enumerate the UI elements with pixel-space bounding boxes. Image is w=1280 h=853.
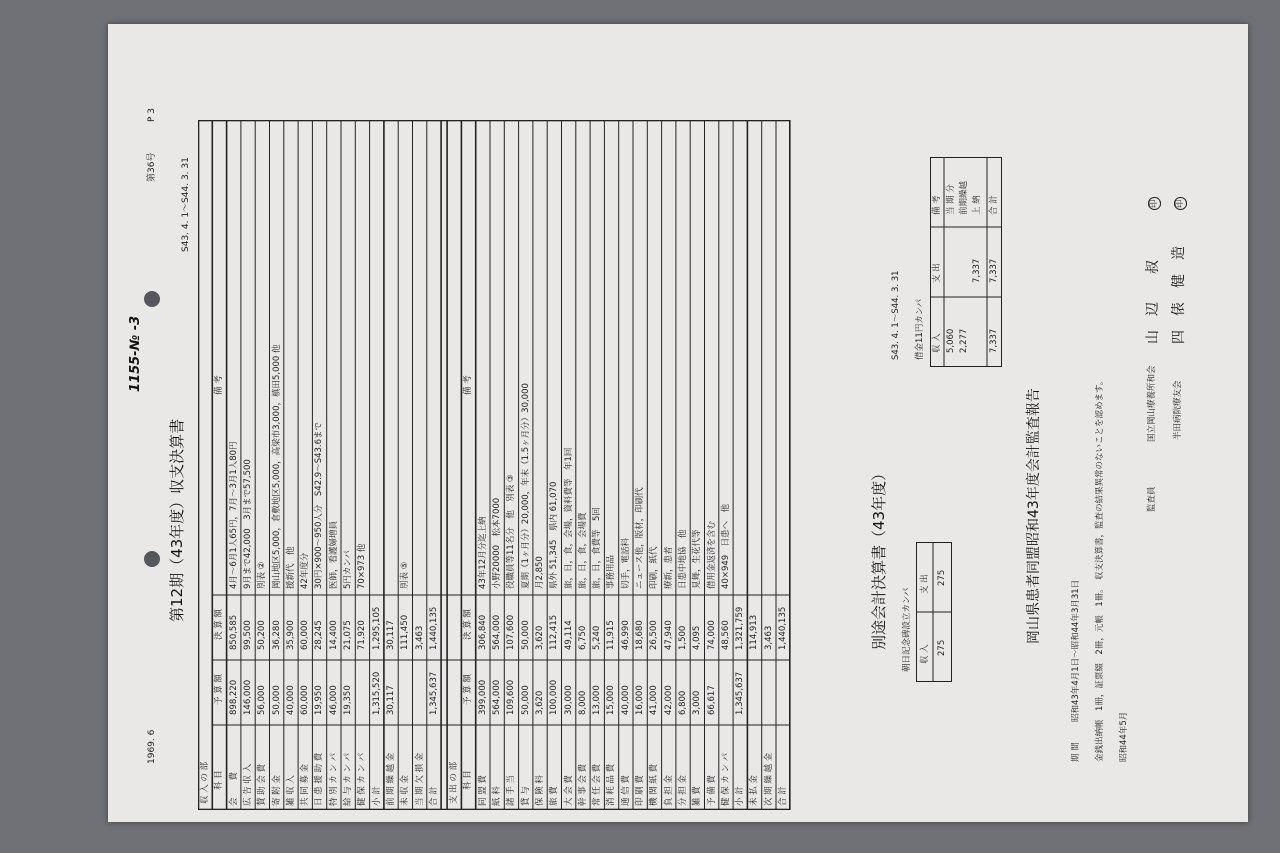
expense-row-cell: 諸 手 当 (506, 775, 517, 806)
income-row-cell: 給 与 カ ン パ (343, 752, 353, 806)
expense-row-cell: 30,000 (563, 685, 574, 715)
income-row-cell: 共 同 募 金 (300, 763, 311, 806)
expense-row-cell: 印刷，紙代 (649, 546, 660, 589)
expense-row-cell: 6,750 (577, 625, 588, 650)
income-row-cell: 28,245 (314, 620, 325, 650)
expense-row-cell: 日患中地協 他 (677, 529, 688, 589)
expense-row-cell: 療新，患者 (663, 546, 674, 589)
expense-row-cell: 564,000 (492, 614, 502, 650)
main-period: S43. 4. 1〜S44. 3. 31 (181, 157, 191, 252)
expense-row-cell: 107,600 (506, 614, 517, 650)
expense-row-cell: 3,620 (534, 625, 545, 650)
income-row-cell: 850,585 (228, 614, 239, 650)
expense-row-cell: 18,680 (635, 620, 645, 650)
income-row-cell: 21,075 (343, 620, 353, 650)
income-col-header: 備 考 (214, 375, 225, 395)
expense-row-cell: 50,000 (520, 685, 531, 715)
expense-row-cell: 11,915 (606, 620, 617, 650)
sub-b-header: 備 考 (932, 195, 942, 215)
seal-2: 印 (1175, 199, 1185, 208)
expense-row-cell: 41,000 (649, 685, 660, 715)
income-col-header: 予 算 額 (214, 674, 225, 705)
expense-row-cell: 112,415 (549, 614, 560, 650)
income-extra-cell: 3,463 (414, 625, 425, 650)
expense-row-cell: 小野20000 松本7000 (492, 497, 502, 589)
auditor-name-1: 山 辺 叔 (1145, 260, 1161, 344)
income-row-cell: 30円×900〜950人分 S42.9〜S43.6まで (314, 421, 325, 589)
expense-row-cell: 役職員等11名分 他 別表 ③ (506, 474, 517, 589)
expense-extra-cell: 未 払 金 (749, 775, 760, 806)
expense-row-cell: 8,000 (577, 690, 588, 715)
income-total-cell: 1,345,637 (428, 671, 439, 715)
income-row-cell: 40,000 (285, 685, 296, 715)
main-title: 第12期（43年度）収支決算書 (168, 418, 186, 622)
auditor-org-2: 半田病院療友会 (1173, 380, 1183, 440)
income-row-cell: 別表 ② (257, 561, 268, 589)
income-row-cell: 会 費 (228, 771, 239, 806)
income-row-cell: 19,950 (314, 685, 325, 715)
expense-row-cell: 旅，日，食，会場費 (577, 512, 588, 589)
income-extra-cell: 未 収 金 (400, 775, 411, 806)
audit-role: 監査員 (1147, 486, 1157, 512)
expense-row-cell: 5,240 (592, 625, 603, 650)
expense-row-cell: 旅 費 (549, 786, 560, 806)
income-row-cell: 60,000 (300, 685, 311, 715)
expense-row-cell: 見舞，生花代等 (692, 529, 703, 589)
expense-row-cell: 通 信 費 (620, 775, 631, 806)
sub-b-cell: 上 納 (972, 195, 982, 215)
expense-col-header: 予 算 額 (463, 674, 474, 705)
income-row-cell: 14,400 (328, 620, 339, 650)
sub-b-cell: 7,337 (972, 258, 982, 283)
income-row-cell: 56,000 (257, 685, 268, 715)
expense-row-cell: 42,000 (663, 685, 674, 715)
income-row-cell: 岡山地区5,000，倉敷地区5,000，高梁市3,000，槙田5,000 他 (271, 344, 282, 589)
sub-b-cell: 前期繰越 (959, 180, 969, 215)
expense-extra-cell: 114,913 (749, 614, 760, 650)
handwritten-id: 1155-№ -3 (128, 315, 143, 392)
expense-row-cell: 3,620 (534, 690, 545, 715)
sub-period: S43. 4. 1〜S44. 3. 31 (891, 270, 901, 360)
page-number: P 3 (147, 107, 157, 122)
expense-row-cell: 43年12月分迄上納 (477, 516, 488, 589)
expense-row-cell: 幹 事 会 費 (577, 763, 588, 806)
sub-b-cell: 当 期 分 (946, 184, 956, 215)
expense-row-cell: 予 備 費 (706, 775, 717, 806)
issue-number: 第36号 (147, 152, 157, 182)
audit-statement: 金銭出納帳 1冊，証票綴 2冊，元帳 1冊。 収支決算書，監査の結果異常のないことを認めます。 (1095, 376, 1105, 762)
income-row-cell: 健 保 カ ン パ (357, 752, 368, 806)
expense-row-cell: 県外 51,345 県内 61,070 (549, 481, 560, 589)
expense-row-cell: 4,095 (692, 625, 703, 650)
sub-b-total: 7,337 (989, 258, 999, 283)
sub-b-total: 7,337 (989, 328, 999, 353)
expense-col-header: 科 目 (463, 770, 474, 790)
income-total-cell: 1,440,135 (428, 606, 439, 650)
income-row-cell: 71,920 (357, 620, 368, 650)
expense-row-cell: 40,000 (620, 685, 631, 715)
expense-row-cell: 機 関 紙 費 (649, 763, 660, 806)
expense-row-cell: 109,600 (506, 679, 517, 715)
expense-extra-cell: 3,463 (763, 625, 774, 650)
expense-col-header: 備 考 (463, 375, 474, 395)
income-row-cell: 19,350 (343, 685, 353, 715)
income-row-cell: 広 告 収 入 (242, 763, 253, 806)
expense-row-cell: 50,000 (520, 620, 531, 650)
expense-row-cell: 26,500 (649, 620, 660, 650)
sub-b-header: 支 出 (932, 263, 942, 283)
expense-subtotal-cell: 小 計 (735, 786, 746, 806)
document-page (108, 24, 1248, 822)
income-row-cell: 日 患 援 助 費 (314, 752, 325, 806)
expense-row-cell: 雑 費 (692, 786, 703, 806)
expense-row-cell: 負 担 金 (663, 775, 674, 806)
income-extra-cell: 前 期 繰 越 金 (385, 752, 396, 806)
expense-subtotal-cell: 1,345,637 (735, 671, 746, 715)
expense-row-cell: 健 保 カ ン パ (720, 752, 731, 806)
expense-row-cell: 常 任 会 費 (592, 763, 603, 806)
expense-row-cell: 100,000 (549, 679, 560, 715)
income-row-cell: 寄 附 金 (271, 775, 282, 806)
income-row-cell: 35,900 (285, 620, 296, 650)
doc-date: 1969. 6 (147, 729, 157, 764)
expense-row-cell: 事務用品 (606, 554, 617, 589)
expense-row-cell: 保 険 料 (534, 775, 545, 806)
expense-row-cell: 大 会 費 (563, 775, 574, 806)
sub-b-header: 収 入 (932, 333, 942, 353)
expense-row-cell: 46,990 (620, 620, 631, 650)
income-subtotal-cell: 1,315,520 (371, 671, 382, 715)
income-row-cell: 146,000 (242, 679, 253, 715)
expense-col-header: 決 算 額 (463, 609, 474, 640)
sub-a-head-in: 収 入 (920, 644, 930, 664)
audit-period-label: 期 間 (1071, 742, 1081, 762)
income-row-cell: 50,200 (257, 620, 268, 650)
sub-title: 別途会計決算書（43年度） (870, 465, 888, 650)
income-row-cell: 5円カンパ (343, 550, 353, 589)
income-subtotal-cell: 1,295,105 (371, 606, 382, 650)
income-row-cell: 9月まで42,000 3月まで57,500 (242, 459, 253, 589)
expense-row-cell: 消 耗 品 費 (606, 763, 617, 806)
expense-row-cell: 月2,850 (534, 556, 545, 589)
expense-row-cell: 夏期（1ヶ月分）20,000，年末（1.5ヶ月分）30,000 (520, 383, 531, 589)
income-row-cell: 医師，看護婦増員 (328, 520, 339, 589)
sub-b-caption: 借金11円カンパ (915, 298, 925, 360)
sub-b-total: 合 計 (989, 195, 999, 215)
income-extra-cell: 111,450 (400, 614, 411, 650)
expense-row-cell: 6,800 (677, 690, 688, 715)
auditor-name-2: 四 俵 健 造 (1171, 246, 1187, 344)
expense-row-cell: 1,500 (677, 625, 688, 650)
expense-row-cell: 74,000 (706, 620, 717, 650)
expense-row-cell: 306,840 (477, 614, 488, 650)
expense-row-cell: 16,000 (635, 685, 645, 715)
income-row-cell: 雑 収 入 (285, 775, 296, 806)
income-col-header: 決 算 額 (214, 609, 225, 640)
expense-row-cell: 借用金返済を含む (706, 520, 717, 589)
income-row-cell: 99,500 (242, 620, 253, 650)
expense-subtotal-cell: 1,321,759 (735, 606, 746, 650)
expense-row-cell: 印 刷 費 (635, 775, 645, 806)
expense-row-cell: 切手，電話料 (620, 537, 631, 589)
expense-row-cell: 47,940 (663, 620, 674, 650)
income-row-cell: 賛 助 会 費 (257, 763, 268, 806)
sub-a-caption: 朝日記念碑設立カンパ (902, 587, 912, 672)
audit-period: 昭和43年4月1日〜昭和44年3月31日 (1071, 579, 1081, 722)
sub-a-head-out: 支 出 (920, 574, 930, 594)
income-extra-cell: 別表 ⑤ (400, 561, 411, 589)
expense-row-cell: 399,000 (477, 679, 488, 715)
income-row-cell: 36,280 (271, 620, 282, 650)
income-row-cell: 50,000 (271, 685, 282, 715)
expense-row-cell: ニュース他，版材，印刷代 (635, 487, 645, 589)
sub-a-in: 275 (937, 639, 947, 656)
audit-date: 昭和44年5月 (1119, 711, 1129, 762)
expense-row-cell: 旅，日，食費等 5回 (592, 507, 603, 589)
expense-row-cell: 66,617 (706, 685, 717, 715)
expense-row-cell: 分 担 金 (677, 775, 688, 806)
expense-row-cell: 紙 料 (492, 786, 502, 806)
income-total-cell: 合 計 (428, 786, 439, 806)
expense-total-cell: 合 計 (778, 786, 788, 806)
expense-row-cell: 旅，日，食，会場，資料費等 年1回 (563, 447, 574, 589)
expense-total-cell: 1,440,135 (778, 606, 788, 650)
expense-row-cell: 48,560 (720, 620, 731, 650)
income-row-cell: 42年度分 (300, 552, 311, 589)
income-extra-cell: 当 期 欠 損 金 (414, 752, 425, 806)
expense-row-cell: 49,114 (563, 620, 574, 650)
sub-b-cell: 5,060 (946, 328, 956, 353)
seal-1: 印 (1149, 199, 1159, 208)
income-header: 収 入 の 部 (200, 761, 210, 804)
audit-title: 岡山県患者同盟昭和43年度会計監査報告 (1026, 388, 1042, 644)
income-extra-cell: 30,117 (385, 685, 396, 715)
expense-row-cell: 564,000 (492, 679, 502, 715)
expense-row-cell: 同 盟 費 (477, 775, 488, 806)
expense-header: 支 出 の 部 (449, 761, 460, 804)
expense-row-cell: 15,000 (606, 685, 617, 715)
rotated-content (108, 24, 1248, 822)
expense-row-cell: 13,000 (592, 685, 603, 715)
expense-row-cell: 3,000 (692, 690, 703, 715)
income-row-cell: 4月〜6月1人65円，7月〜3月1人80円 (228, 441, 239, 589)
sub-a-out: 275 (937, 569, 947, 586)
expense-row-cell: 貸 与 (520, 786, 531, 806)
expense-extra-cell: 次 期 繰 越 金 (763, 752, 774, 806)
income-row-cell: 898,220 (228, 679, 239, 715)
income-col-header: 科 目 (214, 770, 225, 790)
income-row-cell: 特 別 カ ン パ (328, 752, 339, 806)
income-row-cell: 援新代 他 (285, 546, 296, 589)
expense-row-cell: 40×949 日患へ 他 (720, 503, 731, 589)
income-row-cell: 60,000 (300, 620, 311, 650)
income-row-cell: 70×973 他 (357, 543, 368, 589)
income-row-cell: 46,000 (328, 685, 339, 715)
income-extra-cell: 30,117 (385, 620, 396, 650)
sub-b-cell: 2,277 (959, 328, 969, 353)
income-subtotal-cell: 小 計 (371, 786, 382, 806)
auditor-org-1: 国立岡山療養所和会 (1147, 365, 1157, 442)
